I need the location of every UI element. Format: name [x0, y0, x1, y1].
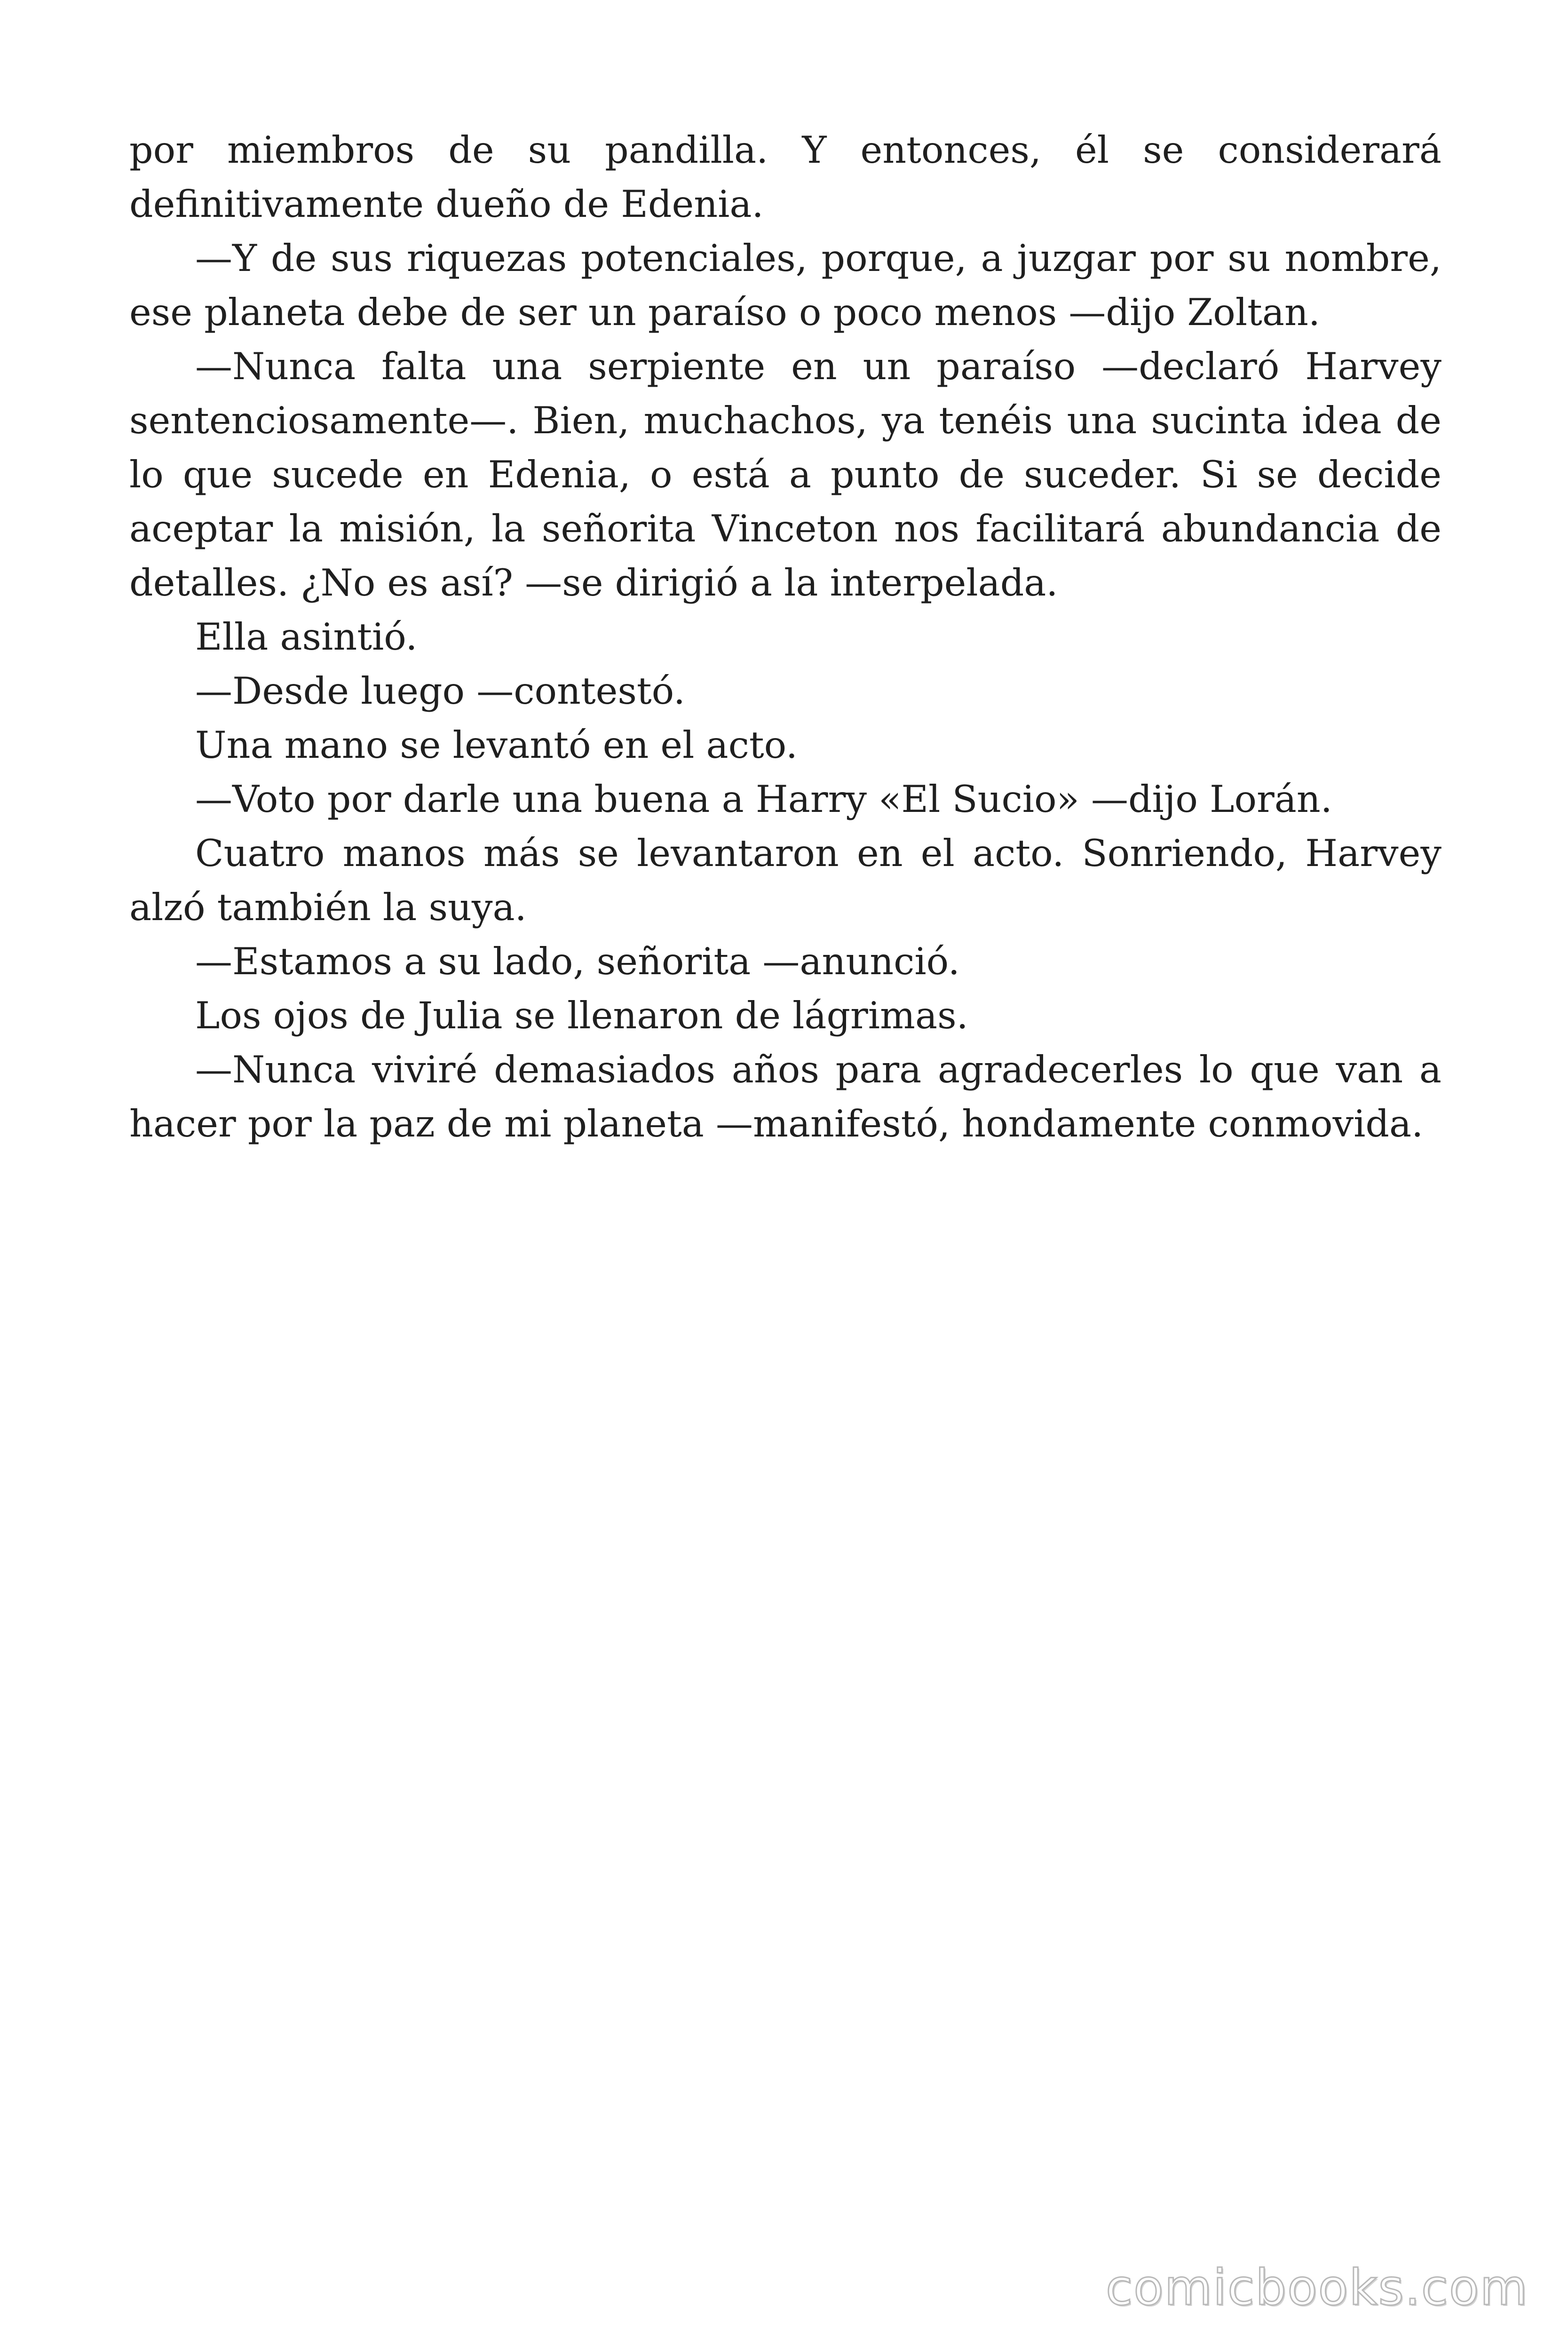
paragraph: Los ojos de Julia se llenaron de lágrimas.	[195, 994, 968, 1037]
paragraph: Cuatro manos más se levantaron en el acto. Sonriendo, Harvey alzó también la suya.	[129, 832, 1441, 929]
paragraph: —Estamos a su lado, señorita —anunció.	[195, 940, 960, 983]
body-text	[129, 123, 1441, 1151]
paragraph: —Voto por darle una buena a Harry «El Sucio» —dijo Lorán.	[195, 778, 1332, 821]
paragraph: —Nunca falta una serpiente en un paraíso —declaró Harvey sentenciosamente—. Bien, muchachos, ya tenéis una sucinta idea de lo que sucede en Edenia, o está a punto de suceder. Si se decide aceptar la misión, la señorita Vinceton nos facilitará abundancia de detalles. ¿No es así? —se dirigió a la interpelada.	[129, 345, 1441, 604]
paragraph: —Nunca viviré demasiados años para agradecerles lo que van a hacer por la paz de mi planeta —manifestó, hondamente conmovida.	[129, 1048, 1441, 1145]
paragraph: por miembros de su pandilla. Y entonces, él se considerará definitivamente dueño de Edenia.	[129, 128, 1441, 226]
watermark-text: comicbooks.com	[1105, 2259, 1528, 2316]
paragraph: Una mano se levantó en el acto.	[195, 723, 798, 767]
paragraph: Ella asintió.	[195, 615, 418, 659]
paragraph: —Desde luego —contestó.	[195, 669, 685, 713]
paragraph: —Y de sus riquezas potenciales, porque, a juzgar por su nombre, ese planeta debe de ser un paraíso o poco menos —dijo Zoltan.	[129, 237, 1441, 334]
